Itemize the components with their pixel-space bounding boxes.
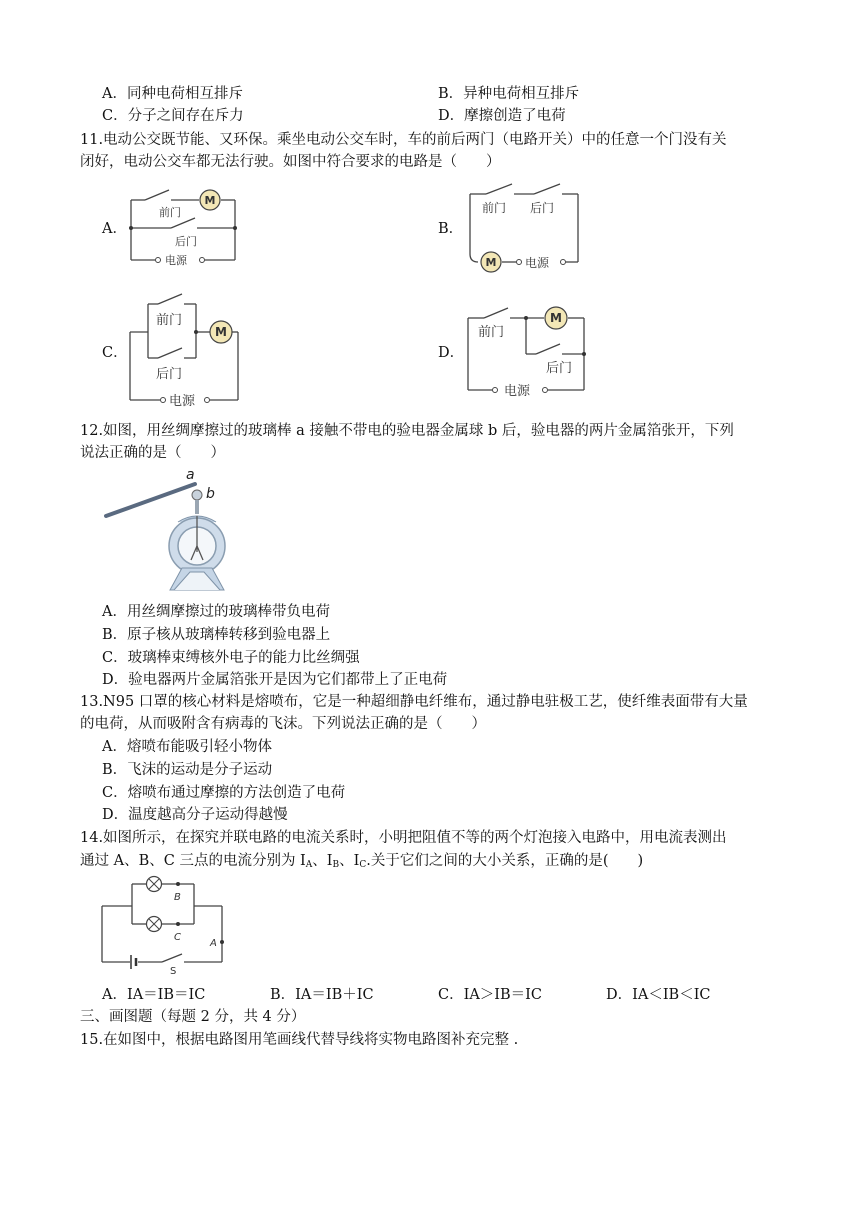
q12-option-d: D．验电器两片金属箔张开是因为它们都带上了正电荷	[102, 672, 448, 688]
q11-label-b: B．	[438, 221, 464, 237]
q12-stem-line1: 12.如图，用丝绸摩擦过的玻璃棒 a 接触不带电的验电器金属球 b 后，验电器的两片金属箔张开，下列	[80, 423, 734, 439]
q14-parallel-circuit	[96, 874, 230, 976]
q11-label-a: A．	[102, 221, 127, 237]
q11-stem-line2: 闭好，电动公交车都无法行驶。如图中符合要求的电路是（ ）	[80, 154, 501, 170]
q10-option-d: D．摩擦创造了电荷	[438, 108, 566, 124]
q11-label-c: C．	[102, 345, 128, 361]
q11-circuit-d	[462, 302, 590, 402]
motor-symbol: M	[215, 325, 227, 339]
q12-electroscope-figure	[100, 466, 230, 596]
point-c-label: C	[174, 932, 181, 943]
q13-stem-line1: 13.N95 口罩的核心材料是熔喷布，它是一种超细静电纤维布，通过静电驻极工艺，使纤维表面带有大量	[80, 694, 748, 710]
q12-option-c: C．玻璃棒束缚核外电子的能力比丝绸强	[102, 650, 360, 666]
front-door-label: 前门	[156, 313, 183, 328]
section-3-heading: 三、画图题（每题 2 分，共 4 分）	[80, 1009, 306, 1025]
q14-stem-line2: 通过 A、B、C 三点的电流分别为 $I_A$、$I_B$、$I_C$.关于它们之间的大小关系，正确的是( )	[80, 853, 644, 870]
q12-stem-line2: 说法正确的是（ ）	[80, 445, 225, 461]
back-door-label: 后门	[530, 201, 555, 215]
ball-label-b: b	[206, 486, 215, 502]
front-door-label: 前门	[478, 325, 505, 340]
q14-stem-line1: 14.如图所示，在探究并联电路的电流关系时，小明把阻值不等的两个灯泡接入电路中，用电流表测出	[80, 830, 727, 846]
front-door-label: 前门	[159, 206, 181, 219]
point-b-label: B	[174, 892, 181, 903]
q14-option-c: C．IA＞IB＝IC	[438, 987, 542, 1003]
rod-label-a: a	[186, 467, 195, 483]
switch-label: S	[170, 966, 177, 976]
q13-stem-line2: 的电荷，从而吸附含有病毒的飞沫。下列说法正确的是（ ）	[80, 716, 486, 732]
q12-option-b: B．原子核从玻璃棒转移到验电器上	[102, 627, 331, 643]
front-door-label: 前门	[482, 201, 507, 215]
lamp-icon	[147, 917, 162, 932]
q12-option-a: A．用丝绸摩擦过的玻璃棒带负电荷	[102, 604, 330, 620]
q13-option-b: B．飞沫的运动是分子运动	[102, 762, 273, 778]
lamp-icon	[147, 877, 162, 892]
q14-option-d: D．IA＜IB＜IC	[606, 987, 711, 1003]
motor-symbol: M	[550, 311, 562, 325]
point-a-label: A	[210, 938, 217, 949]
back-door-label: 后门	[546, 361, 573, 376]
q11-circuit-a	[125, 184, 241, 268]
q13-option-c: C．熔喷布通过摩擦的方法创造了电荷	[102, 785, 346, 801]
q13-option-a: A．熔喷布能吸引轻小物体	[102, 739, 272, 755]
q11-label-d: D．	[438, 345, 465, 361]
q11-circuit-b	[464, 180, 586, 276]
q15-stem: 15.在如图中，根据电路图用笔画线代替导线将实物电路图补充完整 .	[80, 1032, 519, 1048]
q10-option-a: A．同种电荷相互排斥	[102, 86, 243, 102]
q14-option-b: B．IA＝IB＋IC	[270, 987, 374, 1003]
q14-option-a: A．IA＝IB＝IC	[102, 987, 206, 1003]
motor-symbol: M	[485, 256, 497, 269]
q11-stem-line1: 11.电动公交既节能、又环保。乘坐电动公交车时，车的前后两门（电路开关）中的任意一个门没有关	[80, 132, 727, 148]
power-label: 电源	[165, 254, 187, 267]
power-label: 电源	[504, 384, 531, 399]
q13-option-d: D．温度越高分子运动得越慢	[102, 807, 288, 823]
back-door-label: 后门	[156, 367, 183, 382]
q10-option-c: C．分子之间存在斥力	[102, 108, 244, 124]
back-door-label: 后门	[175, 235, 197, 248]
power-label: 电源	[525, 256, 550, 270]
power-label: 电源	[169, 394, 196, 409]
q10-option-b: B．异种电荷相互排斥	[438, 86, 580, 102]
q11-circuit-c	[124, 292, 246, 410]
motor-symbol: M	[204, 194, 216, 207]
